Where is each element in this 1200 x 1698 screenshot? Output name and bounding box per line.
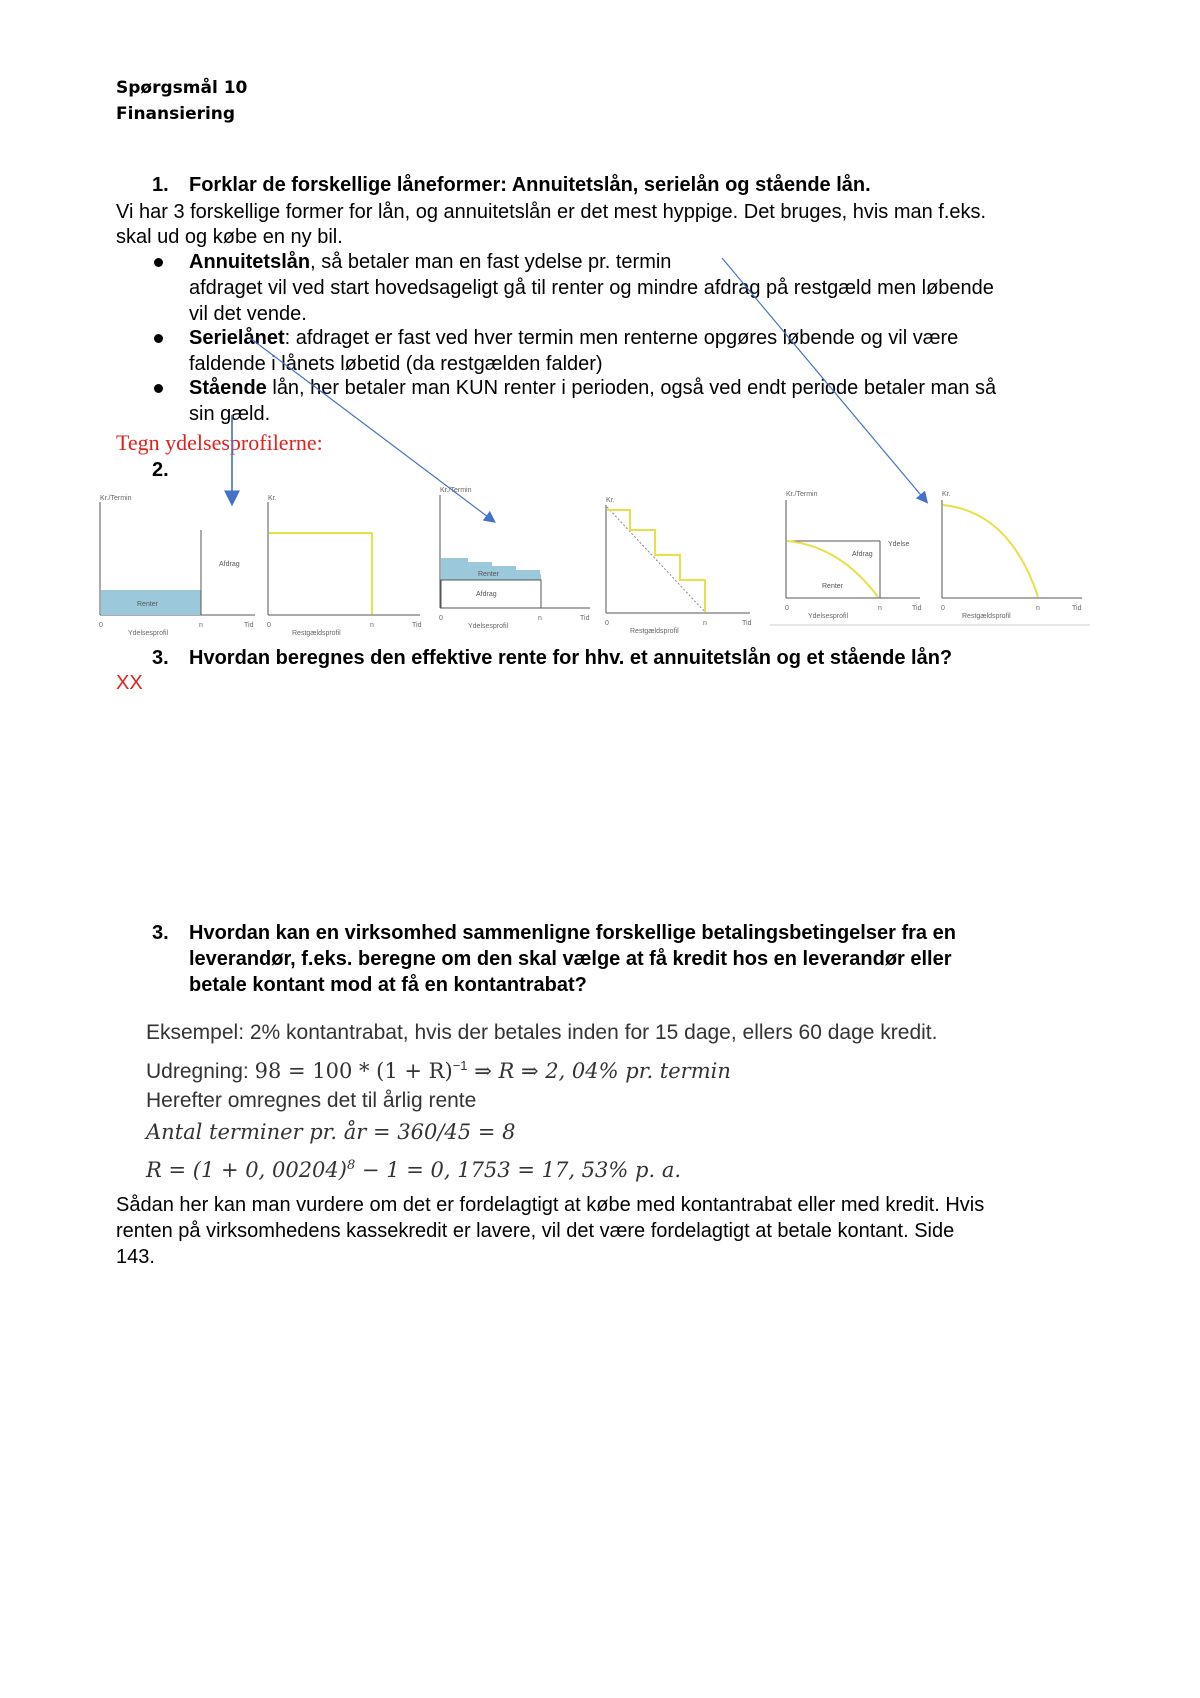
xt-label: Tid xyxy=(742,620,752,627)
x0-label: 0 xyxy=(785,605,789,612)
xt-label: Tid xyxy=(912,605,922,612)
example-line3: Herefter omregnes det til årlig rente xyxy=(146,1089,477,1112)
bullet-staaende-text: lån, her betaler man KUN renter i perioden, også ved endt periode betaler man så xyxy=(266,377,997,399)
q3b-title-line2: leverandør, f.eks. beregne om den skal vælge at få kredit hos en leverandør eller xyxy=(189,948,952,970)
q3b-number: 3. xyxy=(152,922,169,944)
xn-label: n xyxy=(370,622,374,629)
conclusion-line1: Sådan her kan man vurdere om det er fordelagtigt at købe med kontantrabat eller med kredit. Hvis xyxy=(116,1194,985,1216)
x-label: Ydelsesprofil xyxy=(808,613,849,620)
q1-intro-line2: skal ud og købe en ny bil. xyxy=(116,226,343,248)
xn-label: n xyxy=(538,615,542,622)
y-label: Kr./Termin xyxy=(440,487,472,494)
renter-label: Renter xyxy=(137,601,159,608)
bullet-seriel-text: : afdraget er fast ved hver termin men renterne opgøres løbende og vil være xyxy=(284,327,959,349)
xt-label: Tid xyxy=(244,622,254,629)
xn-label: n xyxy=(199,622,203,629)
restgaeld-steps xyxy=(607,510,705,612)
x0-label: 0 xyxy=(941,605,945,612)
q3b-title-line1: Hvordan kan en virksomhed sammenligne forskellige betalingsbetingelser fra en xyxy=(189,922,956,944)
udregning-formula: 98 = 100 * (1 + R) xyxy=(254,1059,453,1083)
ydelse-label: Ydelse xyxy=(888,541,910,548)
q2-number: 2. xyxy=(152,459,169,481)
example-udregning xyxy=(146,1058,731,1084)
restgaeld-curve xyxy=(943,505,1038,597)
chart-staaende-ydelse xyxy=(99,495,255,637)
trend-line xyxy=(607,507,705,612)
y-label: Kr. xyxy=(268,495,277,502)
x-label: Restgældsprofil xyxy=(962,613,1011,620)
arrow-annuitet xyxy=(722,258,925,500)
bullet-annuitet-line2: afdraget vil ved start hovedsageligt gå til renter og mindre afdrag på restgæld men løbende xyxy=(189,277,994,299)
example-line5 xyxy=(146,1158,681,1182)
x0-label: 0 xyxy=(439,615,443,622)
renter-label: Renter xyxy=(822,583,844,590)
xn-label: n xyxy=(878,605,882,612)
y-label: Kr./Termin xyxy=(786,491,818,498)
chart-annuitet-ydelse xyxy=(785,491,922,620)
chart-seriel-restgaeld xyxy=(605,497,752,635)
afdrag-label: Afdrag xyxy=(476,591,497,598)
x-label: Ydelsesprofil xyxy=(128,630,169,637)
q1-intro-line1: Vi har 3 forskellige former for lån, og annuitetslån er det mest hyppige. Det bruges, hvis man f.eks. xyxy=(116,201,987,223)
y-label: Kr. xyxy=(606,497,615,504)
conclusion-line3: 143. xyxy=(116,1246,155,1268)
bullet-annuitet-text: , så betaler man en fast ydelse pr. termin xyxy=(310,251,672,273)
bullet-staaende-bold: Stående xyxy=(189,377,267,399)
afdrag-label: Afdrag xyxy=(852,551,873,558)
x-label: Ydelsesprofil xyxy=(468,623,509,630)
bullet-staaende-line2: sin gæld. xyxy=(189,403,271,425)
x-label: Restgældsprofil xyxy=(292,630,341,637)
restgaeld-line xyxy=(269,533,372,614)
arrow-seriel xyxy=(250,338,492,520)
xt-label: Tid xyxy=(412,622,422,629)
xn-label: n xyxy=(1036,605,1040,612)
q3a-number: 3. xyxy=(152,647,169,669)
example-line1: Eksempel: 2% kontantrabat, hvis der betales inden for 15 dage, ellers 60 dage kredit. xyxy=(146,1021,938,1044)
udregning-label: Udregning: xyxy=(146,1060,255,1083)
bullet-annuitet-line3: vil det vende. xyxy=(189,303,307,325)
xt-label: Tid xyxy=(580,615,590,622)
header-subtitle: Finansiering xyxy=(116,104,236,124)
draw-label: Tegn ydelsesprofilerne: xyxy=(116,430,323,455)
q1-number: 1. xyxy=(152,174,169,196)
renter-label: Renter xyxy=(478,571,500,578)
bullet-annuitet-bold: Annuitetslån xyxy=(189,251,311,273)
x0-label: 0 xyxy=(99,622,103,629)
afdrag-label: Afdrag xyxy=(219,561,240,568)
udregning-result: ⇒ R ⇒ 2, 04% pr. termin xyxy=(467,1059,731,1083)
line5-result: − 1 = 0, 1753 = 17, 53% p. a. xyxy=(355,1158,682,1182)
chart-staaende-restgaeld xyxy=(267,495,422,637)
bullet-seriel-bold: Serielånet xyxy=(189,327,285,349)
header-title: Spørgsmål 10 xyxy=(116,78,248,98)
x0-label: 0 xyxy=(267,622,271,629)
line5-base: R = (1 + 0, 00204) xyxy=(146,1158,347,1182)
y-label: Kr./Termin xyxy=(100,495,132,502)
x-label: Restgældsprofil xyxy=(630,628,679,635)
q3b-title-line3: betale kontant mod at få en kontantrabat? xyxy=(189,974,587,996)
q3a-answer: XX xyxy=(116,672,143,694)
conclusion-line2: renten på virksomhedens kassekredit er lavere, vil det være fordelagtigt at betale kontant. Side xyxy=(116,1220,955,1242)
bullet-seriel-line2: faldende i lånets løbetid (da restgælden falder) xyxy=(189,353,603,375)
x0-label: 0 xyxy=(605,620,609,627)
example-line4: Antal terminer pr. år = 360/45 = 8 xyxy=(146,1120,516,1144)
line5-exponent: 8 xyxy=(346,1158,356,1173)
udregning-exponent: −1 xyxy=(452,1058,468,1073)
xt-label: Tid xyxy=(1072,605,1082,612)
y-label: Kr. xyxy=(942,491,951,498)
chart-seriel-ydelse xyxy=(439,487,590,630)
loan-profile-charts xyxy=(0,0,1200,700)
q3a-title: Hvordan beregnes den effektive rente for hhv. et annuitetslån og et stående lån? xyxy=(189,647,953,669)
chart-annuitet-restgaeld xyxy=(941,491,1082,620)
xn-label: n xyxy=(703,620,707,627)
q1-title: Forklar de forskellige låneformer: Annuitetslån, serielån og stående lån. xyxy=(189,174,871,196)
